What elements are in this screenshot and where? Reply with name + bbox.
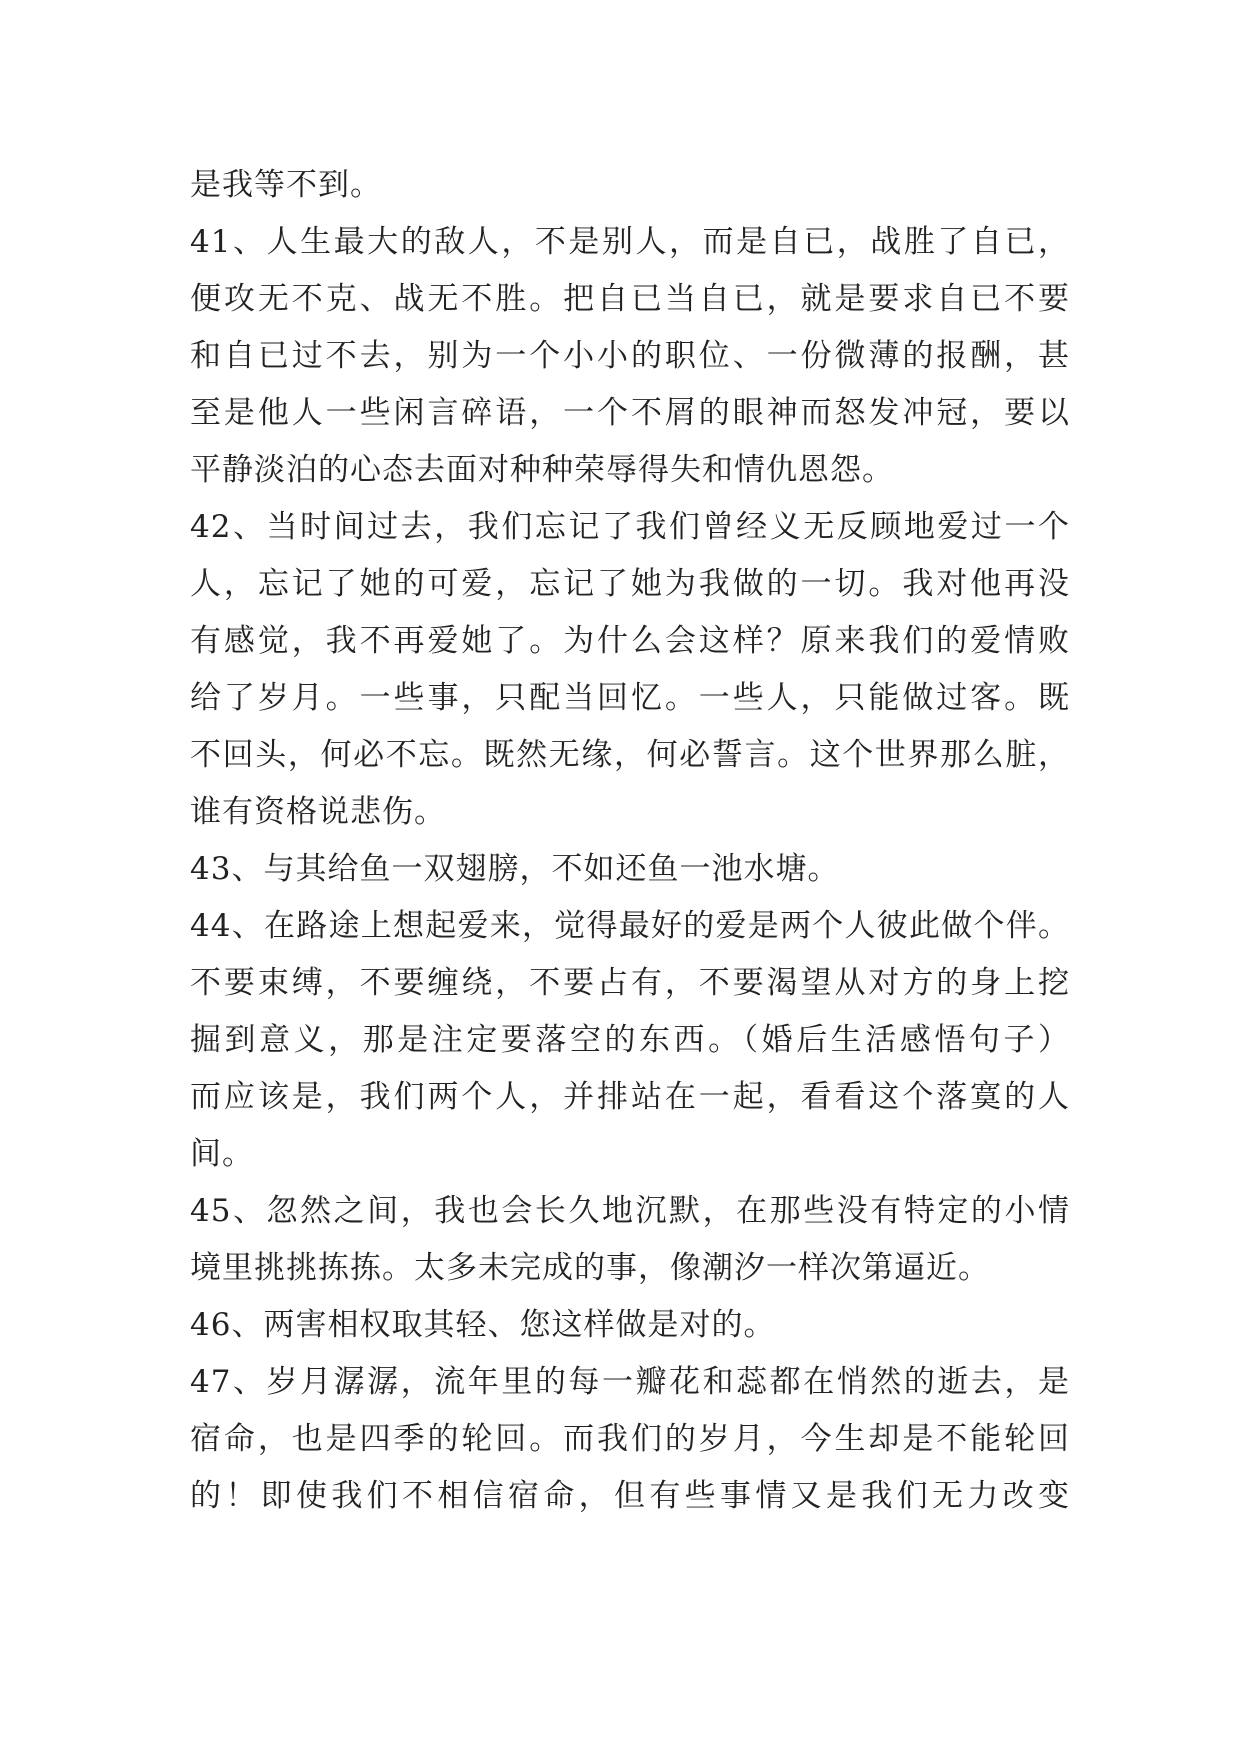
text-line: 的！即使我们不相信宿命，但有些事情又是我们无力改变: [190, 1478, 1070, 1514]
text-line: 便攻无不克、战无不胜。把自已当自已，就是要求自已不要: [190, 281, 1070, 317]
text-line: 47、岁月潺潺，流年里的每一瓣花和蕊都在悄然的逝去，是: [190, 1364, 1070, 1400]
text-line: 至是他人一些闲言碎语，一个不屑的眼神而怒发冲冠，要以: [190, 395, 1070, 431]
text-line: 人，忘记了她的可爱，忘记了她为我做的一切。我对他再没: [190, 566, 1070, 602]
text-line: 平静淡泊的心态去面对种种荣辱得失和情仇恩怨。: [190, 452, 894, 488]
text-line: 44、在路途上想起爱来，觉得最好的爱是两个人彼此做个伴。: [190, 908, 1070, 944]
text-line: 而应该是，我们两个人，并排站在一起，看看这个落寞的人: [190, 1079, 1070, 1115]
text-line: 不回头，何必不忘。既然无缘，何必誓言。这个世界那么脏，: [190, 737, 1070, 773]
text-line: 间。: [190, 1136, 254, 1172]
text-line: 和自已过不去，别为一个小小的职位、一份微薄的报酬，甚: [190, 338, 1070, 374]
text-line: 42、当时间过去，我们忘记了我们曾经义无反顾地爱过一个: [190, 509, 1070, 545]
text-line: 41、人生最大的敌人，不是别人，而是自已，战胜了自已，: [190, 224, 1070, 260]
text-line: 宿命，也是四季的轮回。而我们的岁月，今生却是不能轮回: [190, 1421, 1070, 1457]
text-line: 有感觉，我不再爱她了。为什么会这样？原来我们的爱情败: [190, 623, 1070, 659]
text-line: 45、忽然之间，我也会长久地沉默，在那些没有特定的小情: [190, 1193, 1070, 1229]
text-line: 谁有资格说悲伤。: [190, 794, 446, 830]
text-line: 给了岁月。一些事，只配当回忆。一些人，只能做过客。既: [190, 680, 1070, 716]
text-line: 不要束缚，不要缠绕，不要占有，不要渴望从对方的身上挖: [190, 965, 1070, 1001]
text-line: 境里挑挑拣拣。太多未完成的事，像潮汐一样次第逼近。: [190, 1250, 990, 1286]
text-line: 43、与其给鱼一双翅膀，不如还鱼一池水塘。: [190, 851, 840, 887]
text-line: 46、两害相权取其轻、您这样做是对的。: [190, 1307, 776, 1343]
text-line: 掘到意义，那是注定要落空的东西。（婚后生活感悟句子）: [190, 1022, 1070, 1058]
text-line: 是我等不到。: [190, 167, 382, 203]
